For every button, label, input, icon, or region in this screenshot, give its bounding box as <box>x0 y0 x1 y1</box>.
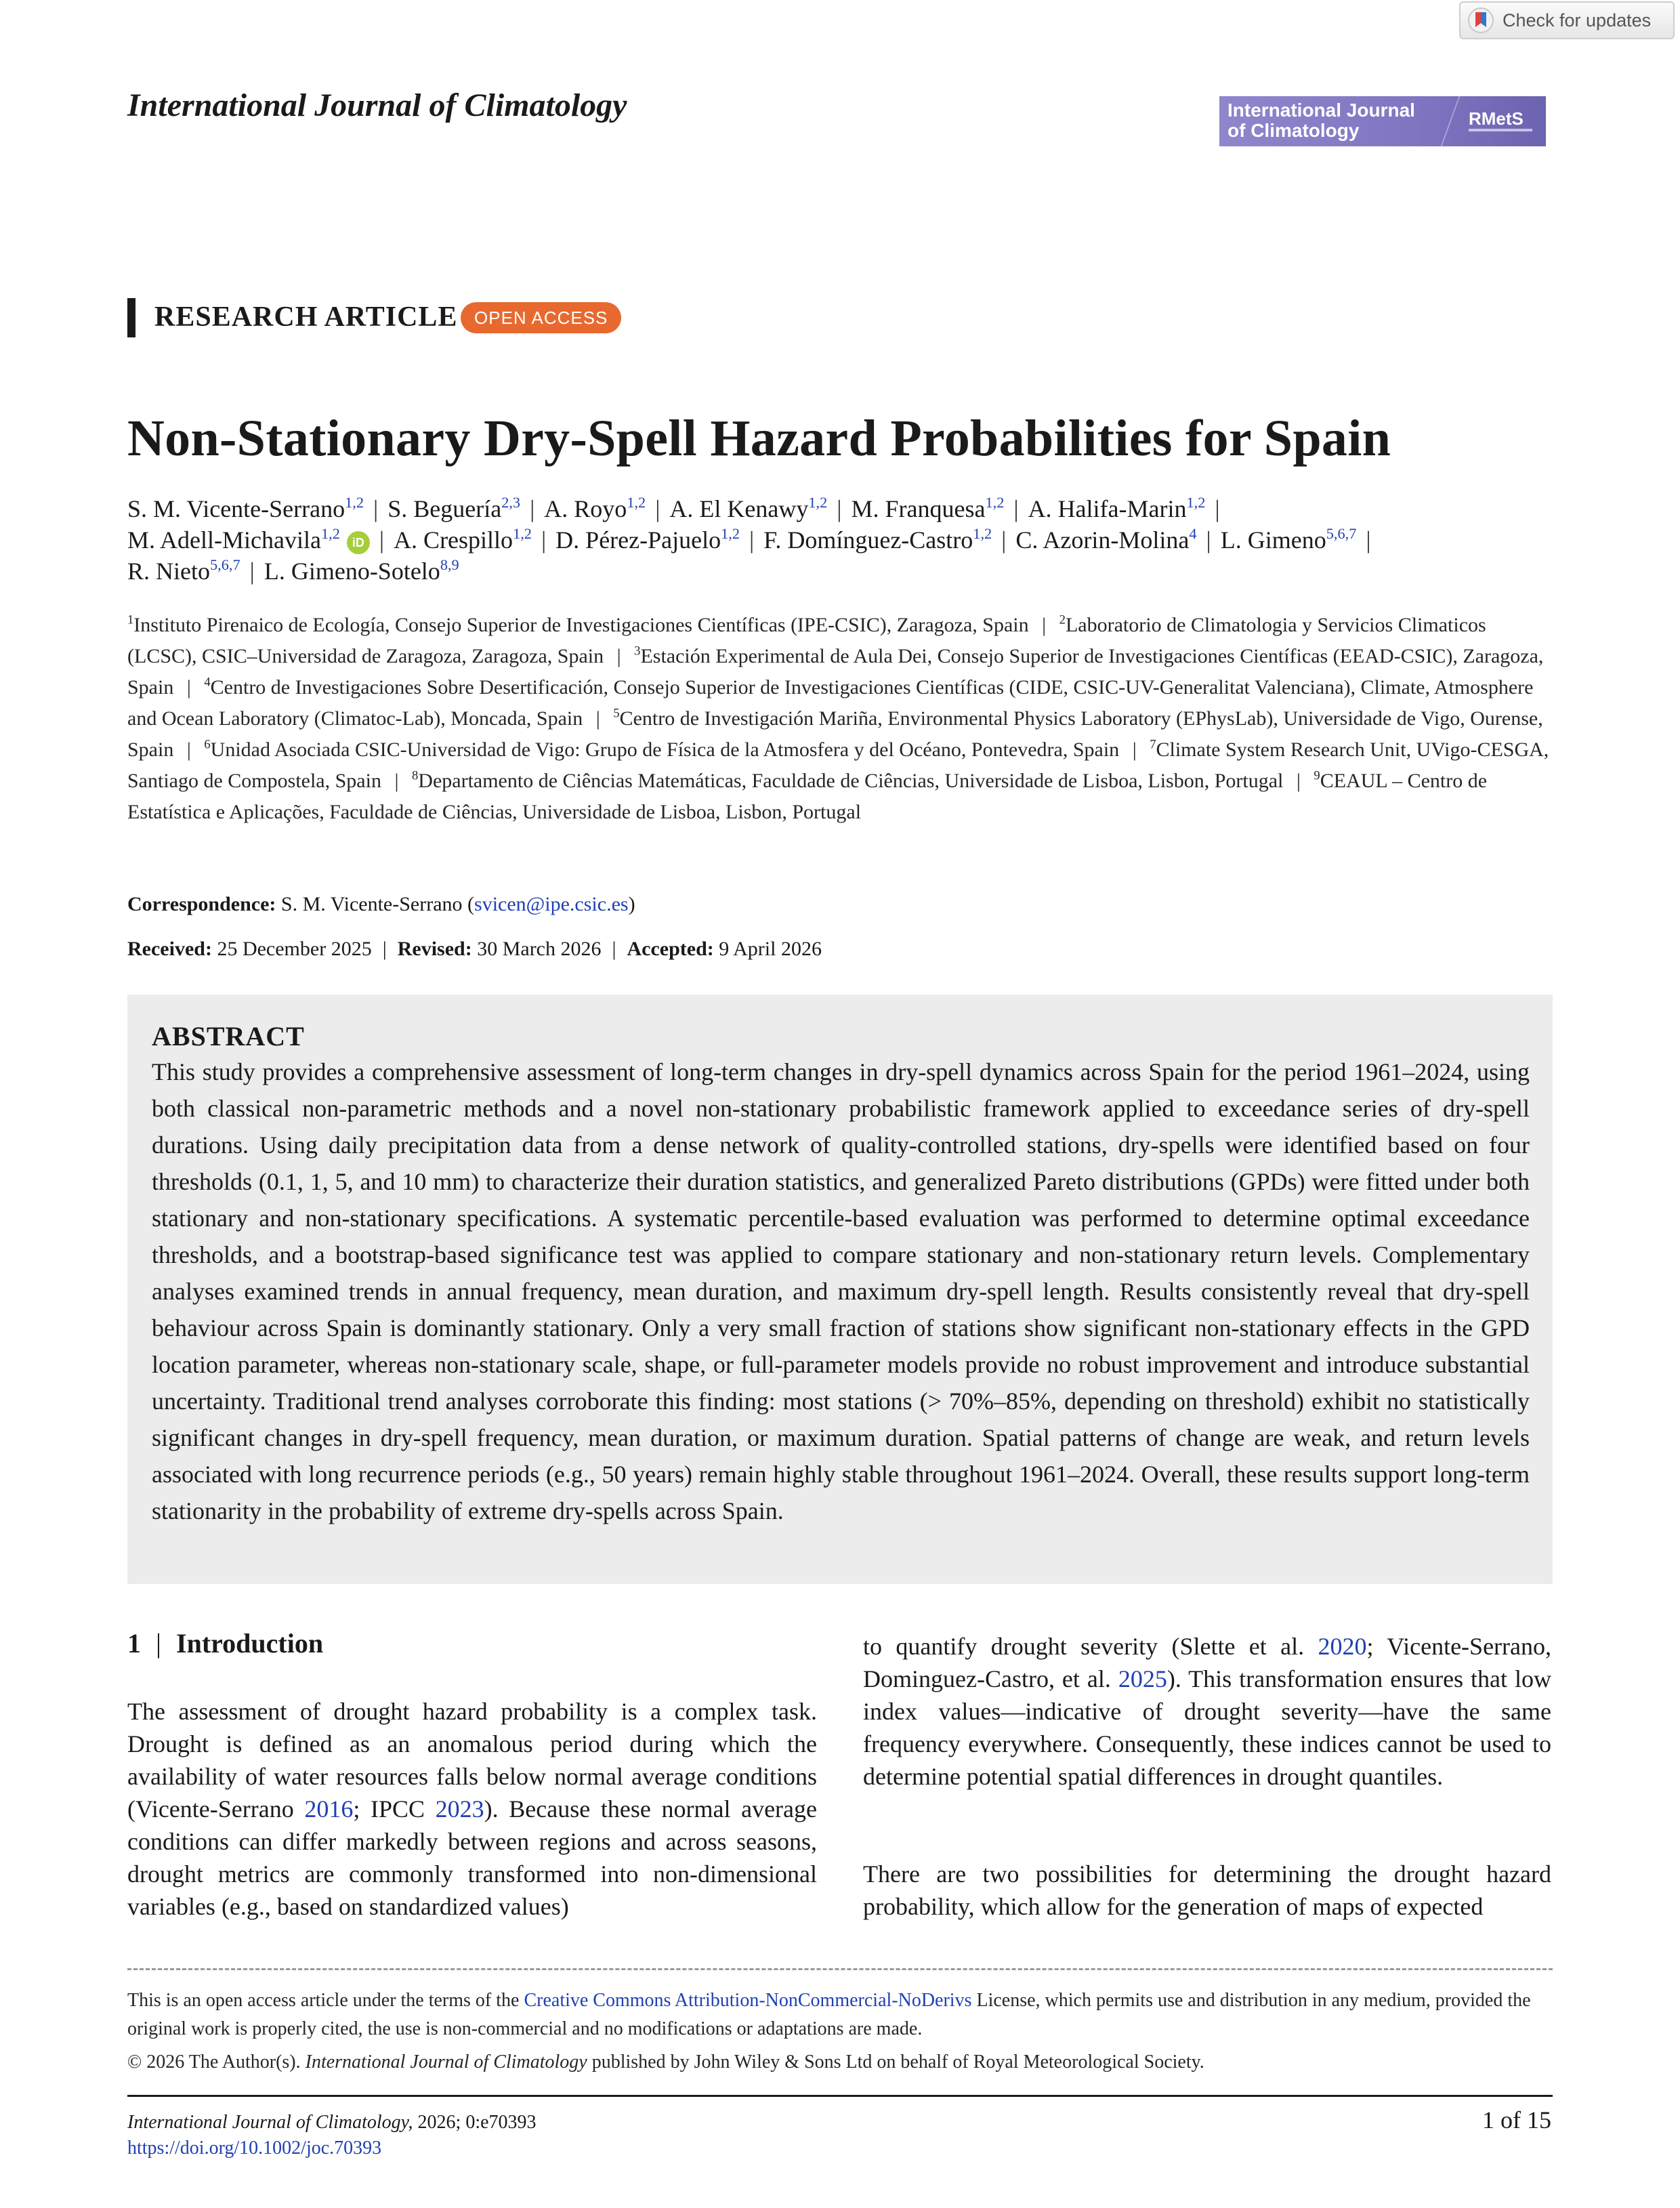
author-name: M. Adell-Michavila <box>127 526 321 554</box>
affiliation-text: Laboratorio de Climatologia y Servicios Climaticos (LCSC), CSIC–Universidad de Zaragoza, Zaragoza, Spain <box>127 614 1486 667</box>
affiliation-text: Centro de Investigación Mariña, Environmental Physics Laboratory (EPhysLab), Universidade de Vigo, Ourense, Spain <box>127 707 1543 761</box>
citation-link[interactable]: 2016 <box>304 1795 354 1822</box>
abstract-text: This study provides a comprehensive assessment of long-term changes in dry-spell dynamics across Spain for the period 1961–2024, using both classical non-parametric methods and a novel non-stationary probabilistic framework applied to exceedance series of dry-spell durations. Using daily precipitation data from a dense network of quality-controlled stations, dry-spells were identified based on four thresholds (0.1, 1, 5, and 10 mm) to characterize their duration statistics, and generalized Pareto distributions (GPDs) were fitted under both stationary and non-stationary specifications. A systematic percentile-based evaluation was performed to determine optimal exceedance thresholds, and a bootstrap-based significance test was applied to compare stationary and non-stationary return levels. Complementary analyses examined trends in annual frequency, mean duration, and maximum dry-spell length. Results consistently reveal that dry-spell behaviour across Spain is dominantly stationary. Only a very small fraction of stations show significant non-stationary effects in the GPD location parameter, whereas non-stationary scale, shape, or full-parameter models provide no robust improvement and introduce substantial uncertainty. Traditional trend analyses corroborate this finding: most stations (> 70%–85%, depending on threshold) exhibit no statistically significant changes in dry-spell frequency, mean duration, or maximum duration. Spatial patterns of change are weak, and return levels associated with long recurrence periods (e.g., 50 years) remain highly stable throughout 1961–2024. Overall, these results support long-term stationarity in the probability of extreme dry-spells across Spain. <box>152 1058 1530 1524</box>
author-name: F. Domínguez-Castro <box>763 526 973 554</box>
author[interactable] <box>555 526 740 554</box>
author-affiliation-ref[interactable]: 4 <box>1189 525 1197 543</box>
author-name: A. Halifa-Marin <box>1028 495 1187 522</box>
article-type-bar <box>127 298 135 337</box>
author-affiliation-ref[interactable]: 1,2 <box>973 525 992 543</box>
affiliation-text: Estación Experimental de Aula Dei, Consejo Superior de Investigaciones Científicas (EEAD-CSIC), Zaragoza, Spain <box>127 645 1544 699</box>
check-for-updates-button[interactable] <box>1459 1 1675 39</box>
affiliation-number: 3 <box>634 644 641 659</box>
author-name: A. El Kenawy <box>669 495 809 522</box>
citation-link[interactable]: 2020 <box>1318 1633 1367 1660</box>
author-affiliation-ref[interactable]: 5,6,7 <box>1326 525 1357 543</box>
license-link[interactable]: Creative Commons Attribution-NonCommercial-NoDerivs <box>524 1990 972 2011</box>
author[interactable] <box>669 495 827 522</box>
author-separator: | <box>530 495 535 522</box>
author-separator: | <box>373 495 379 522</box>
author-name: C. Azorin-Molina <box>1015 526 1190 554</box>
logo-society: RMetS <box>1469 108 1524 129</box>
revised-label: Revised: <box>397 938 472 960</box>
logo-divider <box>1441 96 1461 146</box>
doi-link[interactable]: https://doi.org/10.1002/joc.70393 <box>127 2138 382 2159</box>
accepted-date: 9 April 2026 <box>719 938 822 960</box>
affiliation-text: Departamento de Ciências Matemáticas, Faculdade de Ciências, Universidade de Lisboa, Lisbon, Portugal <box>418 770 1284 792</box>
intro-paragraph-2: There are two possibilities for determining the drought hazard probability, which allow for the generation of maps of expected <box>863 1860 1551 1920</box>
author[interactable] <box>127 558 240 585</box>
author[interactable] <box>763 526 992 554</box>
logo-line-1: International Journal <box>1227 100 1415 121</box>
author-separator: | <box>837 495 842 522</box>
affiliation-number: 7 <box>1150 737 1156 752</box>
author[interactable] <box>264 558 459 585</box>
affiliation-number: 2 <box>1059 612 1066 627</box>
check-for-updates-label: Check for updates <box>1503 9 1652 30</box>
author-name: L. Gimeno-Sotelo <box>264 558 440 585</box>
affiliation-separator: | <box>186 738 191 761</box>
accepted-label: Accepted: <box>627 938 714 960</box>
correspondence-email-link[interactable]: svicen@ipe.csic.es <box>474 893 629 915</box>
author-name: D. Pérez-Pajuelo <box>555 526 721 554</box>
author-affiliation-ref[interactable]: 5,6,7 <box>210 556 240 574</box>
author[interactable] <box>394 526 532 554</box>
author-separator: | <box>749 526 755 554</box>
author-separator: | <box>541 526 547 554</box>
affiliation-text: Instituto Pirenaico de Ecología, Consejo Superior de Investigaciones Científicas (IPE-CSIC), Zaragoza, Spain <box>133 614 1029 636</box>
journal-name: International Journal of Climatology <box>127 87 627 123</box>
affiliation-number: 1 <box>127 612 134 627</box>
abstract-box <box>127 995 1553 1584</box>
author-separator: | <box>1206 526 1211 554</box>
author-affiliation-ref[interactable]: 1,2 <box>513 525 532 543</box>
intro-paragraph-1-right: to quantify drought severity (Slette et al. 2020; Vicente-Serrano, Dominguez-Castro, et al. 2025). This transformation ensures that low index values—indicative of drought severity—have the same frequency everywhere. Consequently, these indices cannot be used to determine potential spatial differences in drought quantiles. <box>863 1633 1551 1790</box>
author-affiliation-ref[interactable]: 1,2 <box>627 494 646 512</box>
author[interactable] <box>544 495 646 522</box>
author[interactable] <box>127 495 364 522</box>
citation-link[interactable]: 2023 <box>435 1795 484 1822</box>
open-access-badge: OPEN ACCESS <box>461 302 621 333</box>
correspondence: Correspondence: S. M. Vicente-Serrano (svicen@ipe.csic.es) <box>127 893 635 915</box>
license-statement: This is an open access article under the terms of the Creative Commons Attribution-NonCommercial-NoDerivs License, which permits use and distribution in any medium, provided the original work is properly cited, the use is non-commercial and no modifications or adaptations are made. <box>127 1990 1531 2039</box>
logo-society-underline <box>1469 129 1532 131</box>
affiliation-separator: | <box>186 676 191 699</box>
footer-volume: 2026; 0:e70393 <box>413 2112 537 2133</box>
revised-date: 30 March 2026 <box>477 938 602 960</box>
received-label: Received: <box>127 938 212 960</box>
page-number: 1 of 15 <box>1482 2106 1551 2133</box>
affiliation-separator: | <box>1042 614 1047 636</box>
author-separator: | <box>1001 526 1007 554</box>
author-affiliation-ref[interactable]: 8,9 <box>440 556 459 574</box>
article-type: RESEARCH ARTICLE <box>154 301 458 333</box>
author-affiliation-ref[interactable]: 2,3 <box>501 494 521 512</box>
affiliation-separator: | <box>595 707 600 730</box>
author-name: S. Beguería <box>387 495 502 522</box>
author-separator: | <box>1366 526 1371 554</box>
section-number: 1 <box>127 1628 141 1659</box>
author-separator: | <box>655 495 660 522</box>
logo-line-2: of Climatology <box>1227 120 1360 141</box>
author-separator: | <box>379 526 385 554</box>
affiliation-text: Unidad Asociada CSIC-Universidad de Vigo: Grupo de Física de la Atmosfera y del Océano, Pontevedra, Spain <box>210 738 1120 761</box>
author-name: A. Crespillo <box>394 526 513 554</box>
affiliation-text: Centro de Investigaciones Sobre Desertificación, Consejo Superior de Investigaciones Científicas (CIDE, CSIC-UV-Generalitat Valenciana), Climate, Atmosphere and Ocean Laboratory (Climatoc-Lab), Moncada, Spain <box>127 676 1534 730</box>
author[interactable] <box>1221 526 1357 554</box>
author-list <box>127 493 1550 587</box>
author-name: S. M. Vicente-Serrano <box>127 495 345 522</box>
author-affiliation-ref[interactable]: 1,2 <box>808 494 828 512</box>
section-title: Introduction <box>176 1628 324 1659</box>
affiliation-text: Climate System Research Unit, UVigo-CESGA, Santiago de Compostela, Spain <box>127 738 1549 792</box>
affiliation-separator: | <box>1132 738 1137 761</box>
author-separator: | <box>1215 495 1220 522</box>
author-affiliation-ref[interactable]: 1,2 <box>721 525 740 543</box>
copyright-statement: © 2026 The Author(s). International Journal of Climatology published by John Wiley & Sons Ltd on behalf of Royal Meteorological Society. <box>127 2051 1204 2072</box>
affiliation-number: 6 <box>204 737 211 752</box>
footer-citation <box>127 2110 537 2161</box>
footer-rule <box>127 2095 1553 2097</box>
author-name: L. Gimeno <box>1220 526 1326 554</box>
citation-link[interactable]: 2025 <box>1118 1665 1167 1692</box>
received-date: 25 December 2025 <box>217 938 372 960</box>
author[interactable] <box>851 495 1004 522</box>
author-affiliation-ref[interactable]: 1,2 <box>345 494 364 512</box>
affiliation-number: 5 <box>613 706 620 721</box>
affiliation-number: 4 <box>204 675 211 690</box>
author-separator: | <box>249 558 255 585</box>
affiliations <box>127 610 1550 828</box>
affiliation-separator: | <box>616 645 621 667</box>
author-name: A. Royo <box>544 495 627 522</box>
author[interactable] <box>387 495 520 522</box>
author-name: M. Franquesa <box>851 495 986 522</box>
journal-logo[interactable] <box>1219 96 1546 146</box>
affiliation-separator: | <box>394 770 399 792</box>
intro-paragraph-1-left: The assessment of drought hazard probability is a complex task. Drought is defined as an anomalous period during which the availability of water resources falls below normal average conditions (Vicente-Serrano 2016; IPCC 2023). Because these normal average conditions can differ markedly between regions and across seasons, drought metrics are commonly transformed into non-dimensional variables (e.g., based on standardized values) <box>127 1698 817 1920</box>
section-separator: | <box>156 1628 162 1659</box>
author[interactable] <box>1028 495 1206 522</box>
footer-journal: International Journal of Climatology, <box>127 2112 413 2133</box>
correspondence-label: Correspondence: <box>127 893 276 915</box>
author-affiliation-ref[interactable]: 1,2 <box>320 525 340 543</box>
affiliation <box>412 770 1283 792</box>
correspondence-name: S. M. Vicente-Serrano <box>280 893 463 915</box>
crossmark-icon <box>1467 7 1494 34</box>
article-dates: Received: 25 December 2025 | Revised: 30 March 2026 | Accepted: 9 April 2026 <box>127 938 822 960</box>
author[interactable] <box>127 526 340 554</box>
affiliation-number: 8 <box>411 768 419 783</box>
footnote-separator <box>127 1968 1553 1970</box>
author-name: R. Nieto <box>127 558 210 585</box>
author[interactable] <box>1015 526 1196 554</box>
article-title: Non-Stationary Dry-Spell Hazard Probabilities for Spain <box>127 410 1391 467</box>
author-separator: | <box>1013 495 1019 522</box>
affiliation <box>204 738 1119 761</box>
abstract-heading: ABSTRACT <box>152 1021 305 1051</box>
author-affiliation-ref[interactable]: 1,2 <box>1186 494 1206 512</box>
affiliation <box>127 614 1029 636</box>
author-affiliation-ref[interactable]: 1,2 <box>985 494 1005 512</box>
affiliation-text: CEAUL – Centro de Estatística e Aplicações, Faculdade de Ciências, Universidade de Lisboa, Lisbon, Portugal <box>127 770 1488 823</box>
section-heading <box>127 1627 323 1659</box>
affiliation-number: 9 <box>1314 768 1320 783</box>
orcid-icon[interactable]: iD <box>347 531 370 554</box>
affiliation-separator: | <box>1296 770 1301 792</box>
